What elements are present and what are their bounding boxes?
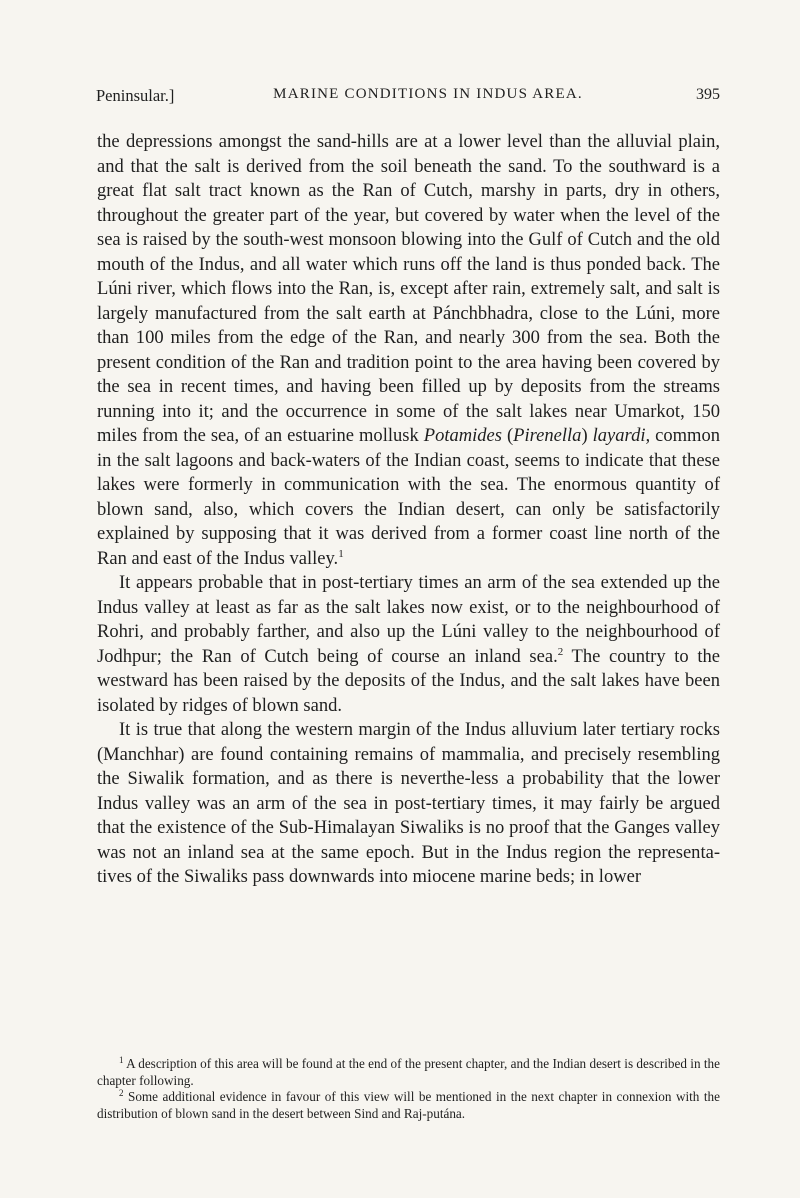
running-title: MARINE CONDITIONS IN INDUS AREA. (273, 86, 583, 102)
footnote-1 (97, 1056, 720, 1089)
page-number: 395 (696, 86, 720, 103)
footnote-mark-1: 1 (119, 1055, 124, 1065)
footnote-2 (97, 1089, 720, 1122)
paragraph-2 (97, 571, 720, 718)
genus-name: Potamides (423, 425, 502, 446)
footnotes (97, 1056, 720, 1122)
paragraph-2-text-end: The country to the westward has been raised by the deposits of the Indus, and the salt lakes have been isolated by ridges of blown sand. (97, 645, 720, 716)
paragraph-3 (97, 718, 720, 890)
paragraph-1-text: the depressions amongst the sand-hills are at a lower level than the alluvial plain, and that the salt is derived from the soil beneath the sand. To the southward is a great flat salt tract known as the Ran of Cutch, marshy in parts, dry in others, throughout the greater part of the year, but covered by water when the level of the sea is raised by the south-west monsoon blowing into the Gulf of Cutch and the old mouth of the Indus, and all water which runs off the land is thus ponded back. The Lúni river, which flows into the Ran, is, except after rain, extremely salt, and salt is largely manufactured from the salt earth at Pánchbhadra, close to the Lúni, more than 100 miles from the edge of the Ran, and nearly 300 from the sea. Both the present condition of the Ran and tradition point to the area having been covered by the sea in recent times, and having been filled up by deposits from the streams running into it; and the occurrence in some of the salt lakes near Umarkot, 150 miles from the sea, of an estuarine mollusk (97, 131, 720, 446)
footnote-mark-2: 2 (119, 1088, 124, 1099)
footnote-2-text: Some additional evidence in favour of this view will be mentioned in the next chapter in connexion with the distribution of blown sand in the desert between Sind and Raj-putána. (97, 1089, 720, 1121)
paragraph-1-text-end: common in the salt lagoons and back-waters of the Indian coast, seems to indicate that these lakes were formerly in communication with the sea. The enormous quantity of blown sand, also, which covers the Indian desert, can only be satisfactorily explained by supposing that it was derived from a former coast line north of the Ran and east of the Indus valley. (97, 425, 720, 569)
paragraph-1 (97, 130, 720, 571)
subgenus-name: Pirenella (513, 425, 582, 446)
body-text (97, 130, 720, 890)
species-name: layardi, (592, 425, 651, 446)
footnote-1-text: A description of this area will be found at the end of the present chapter, and the Indian desert is described in the chapter following. (97, 1056, 720, 1088)
section-label: Peninsular.] (96, 86, 175, 105)
paragraph-2-text: It appears probable that in post-tertiary times an arm of the sea extended up the Indus valley at least as far as the salt lakes now exist, or to the neighbourhood of Rohri, and probably farther, and also up the Lúni valley to the neighbourhood of Jodhpur; the Ran of Cutch being of course an inland sea. (97, 572, 720, 667)
footnote-ref-2[interactable]: 2 (557, 645, 564, 658)
running-header (96, 86, 720, 112)
punctuation: ) (581, 425, 593, 446)
punctuation: ( (501, 425, 514, 446)
paragraph-3-text: It is true that along the western margin of the Indus alluvium later tertiary rocks (Manchhar) are found containing remains of mammalia, and precisely resembling the Siwalik formation, and as there is neverthe-less a probability that the lower Indus valley was an arm of the sea in post-tertiary times, it may fairly be argued that the existence of the Sub-Himalayan Siwaliks is no proof that the Ganges valley was not an inland sea at the same epoch. But in the Indus region the representa-tives of the Siwaliks pass downwards into miocene marine beds; in lower (97, 719, 720, 887)
footnote-ref-1[interactable]: 1 (338, 547, 344, 560)
